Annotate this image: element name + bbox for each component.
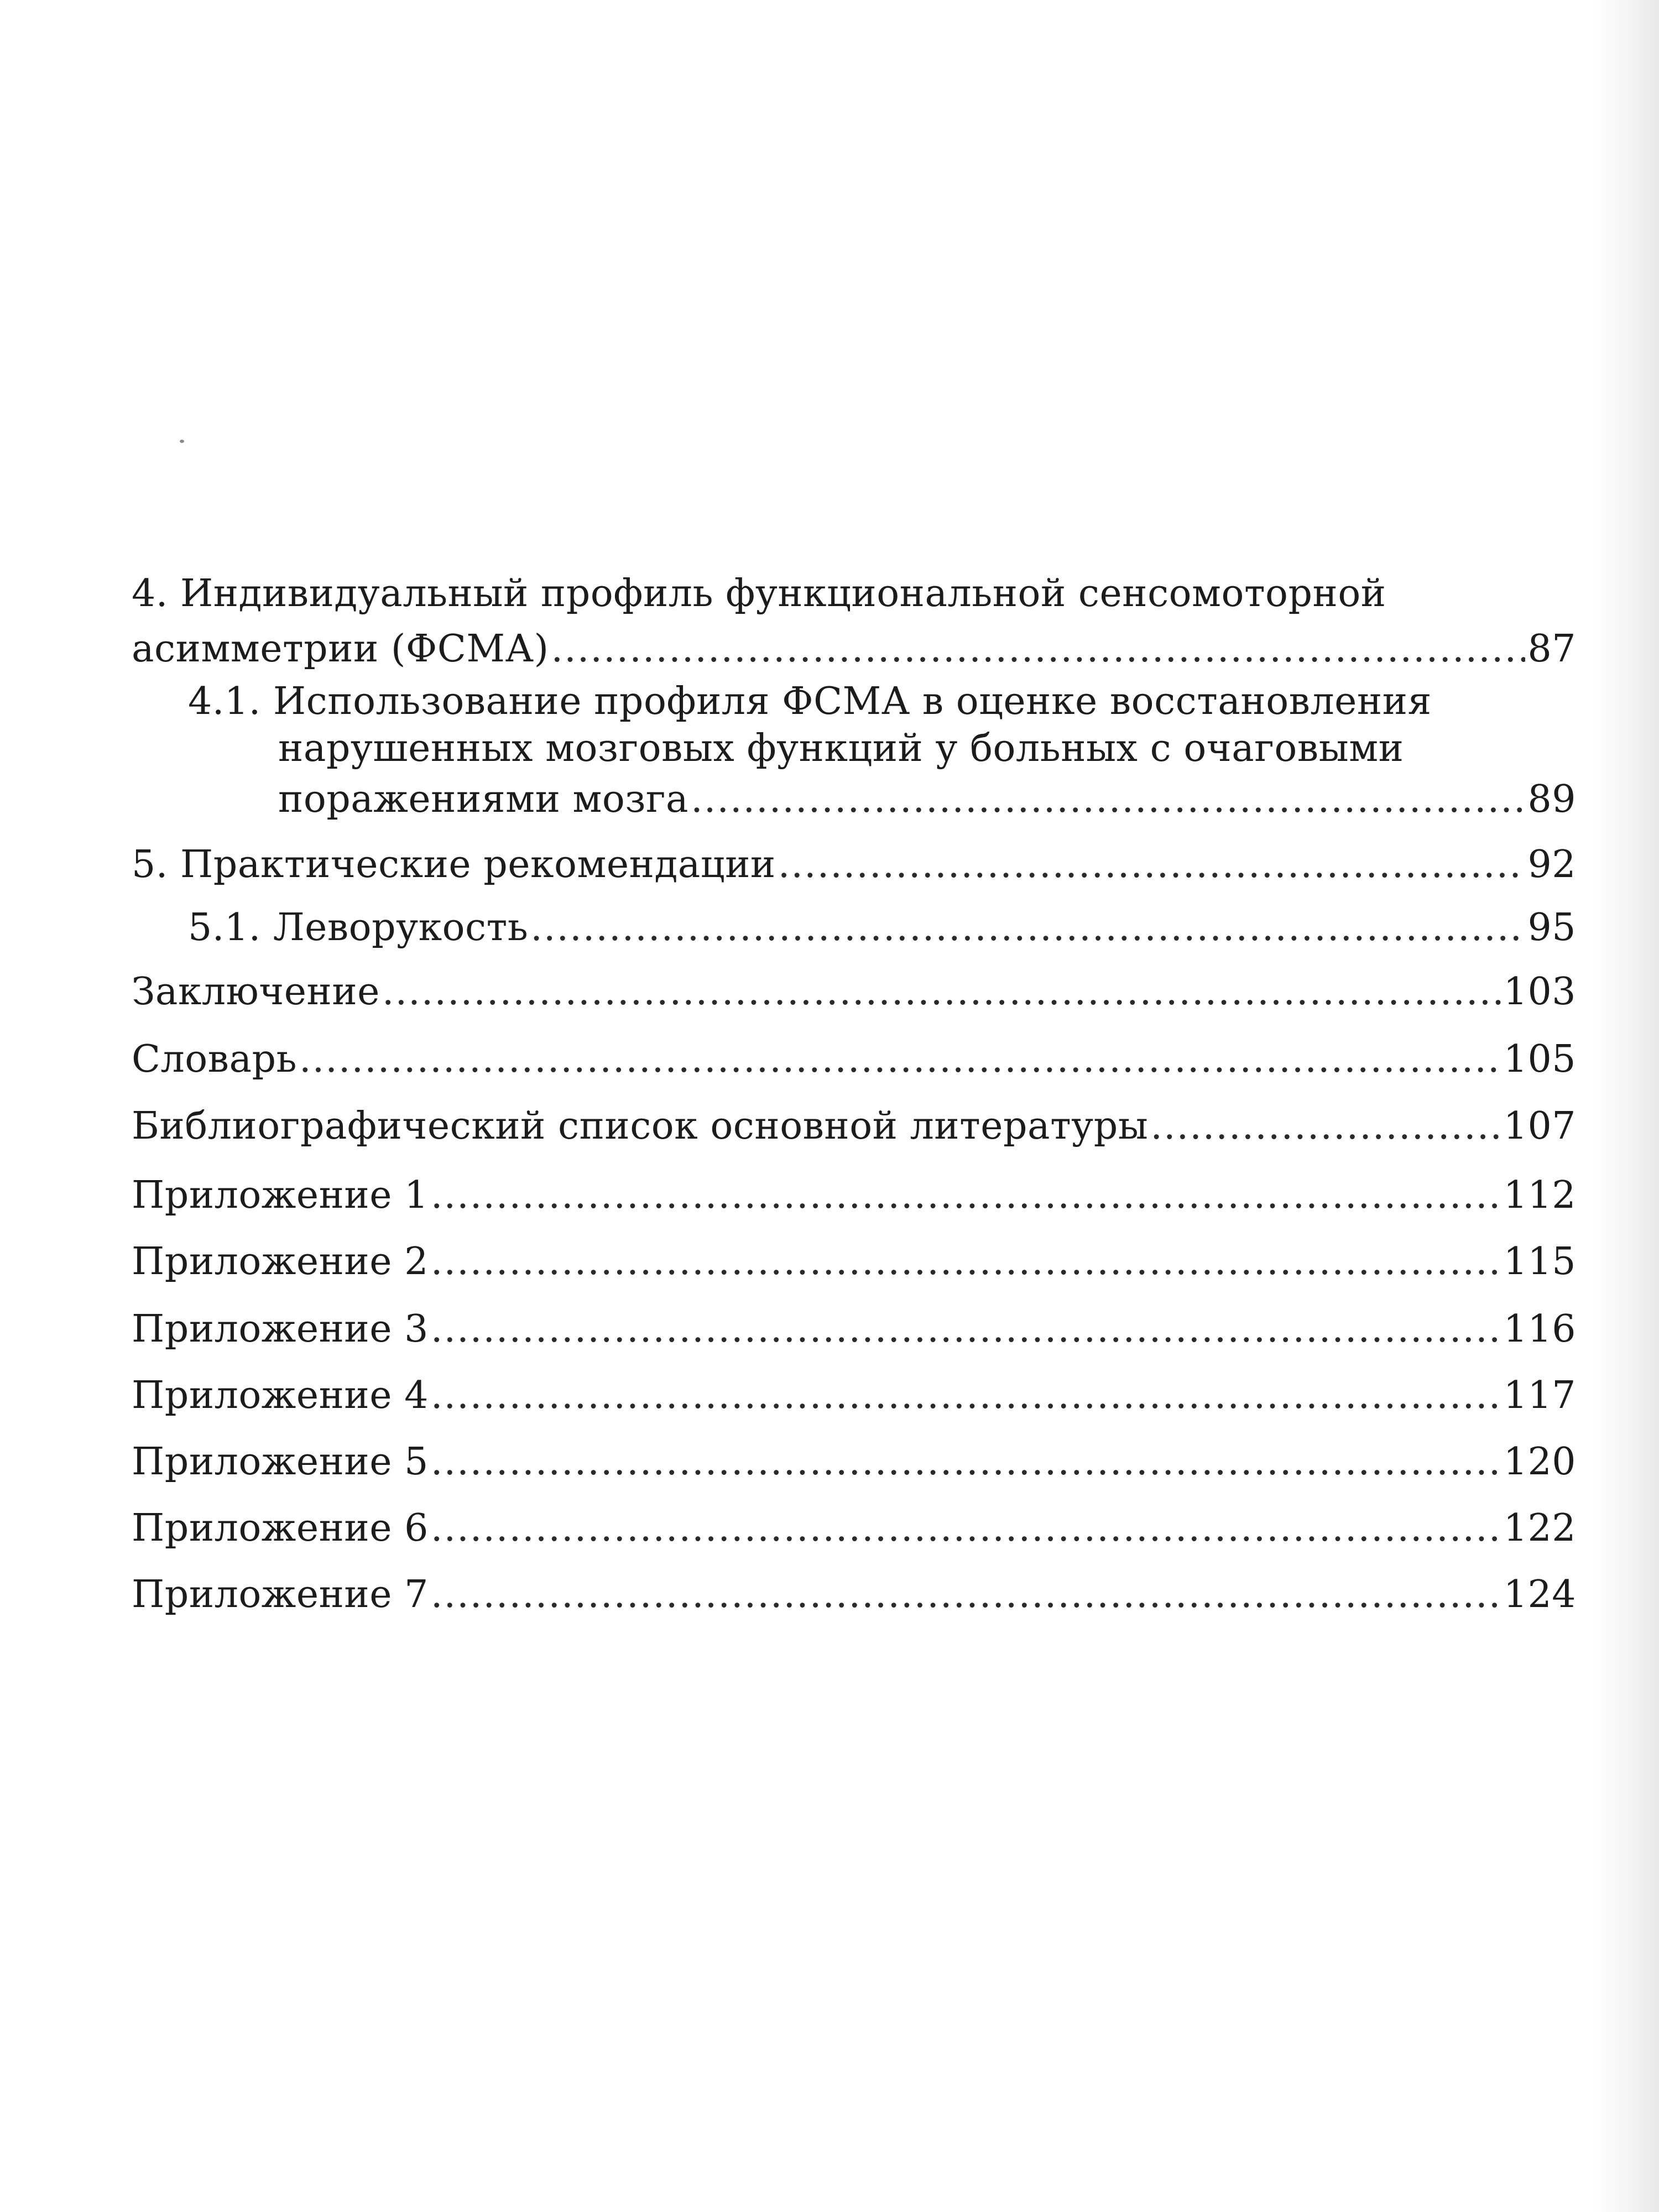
- toc-entry-conclusion[interactable]: [132, 970, 1576, 1014]
- toc-entry-title: Приложение 1: [132, 1173, 429, 1217]
- toc-entry-appendix-3[interactable]: [132, 1307, 1576, 1351]
- toc-entry-glossary[interactable]: [132, 1037, 1576, 1081]
- toc-page-number: 95: [1527, 906, 1576, 950]
- toc-entry-4-1-line1: 4.1. Использование профиля ФСМА в оценке восстановления: [188, 680, 1432, 723]
- toc-entry-appendix-1[interactable]: [132, 1173, 1576, 1217]
- toc-page-number: 112: [1503, 1173, 1576, 1217]
- leader-dots: [431, 1377, 1501, 1415]
- leader-dots: [778, 846, 1526, 884]
- toc-page-number: 89: [1527, 778, 1576, 821]
- leader-dots: [1150, 1108, 1501, 1145]
- leader-dots: [299, 1041, 1501, 1078]
- toc-entry-5-1[interactable]: [188, 906, 1576, 950]
- toc-entry-appendix-5[interactable]: [132, 1440, 1576, 1484]
- toc-entry-title: асимметрии (ФСМА): [132, 627, 549, 671]
- leader-dots: [530, 909, 1525, 947]
- toc-entry-appendix-4[interactable]: [132, 1374, 1576, 1417]
- leader-dots: [382, 973, 1501, 1011]
- toc-entry-appendix-2[interactable]: [132, 1240, 1576, 1284]
- toc-entry-title: Приложение 6: [132, 1506, 429, 1550]
- toc-entry-title: Приложение 5: [132, 1440, 429, 1484]
- toc-entry-4-1[interactable]: [278, 778, 1576, 821]
- toc-entry-appendix-6[interactable]: [132, 1506, 1576, 1550]
- toc-page-number: 124: [1503, 1573, 1576, 1616]
- leader-dots: [431, 1443, 1501, 1481]
- toc-entry-4[interactable]: [132, 627, 1576, 671]
- leader-dots: [431, 1311, 1501, 1348]
- toc-page-number: 92: [1527, 843, 1576, 886]
- toc-entry-title: Приложение 4: [132, 1374, 429, 1417]
- toc-page-number: 120: [1503, 1440, 1576, 1484]
- leader-dots: [431, 1510, 1501, 1547]
- leader-dots: [431, 1576, 1501, 1614]
- toc-page-number: 103: [1503, 970, 1576, 1014]
- toc-entry-title: Приложение 3: [132, 1307, 429, 1351]
- toc-entry-title: Заключение: [132, 970, 380, 1014]
- leader-dots: [691, 781, 1525, 818]
- toc-page-number: 87: [1527, 627, 1576, 671]
- toc-page-number: 105: [1503, 1037, 1576, 1081]
- toc-entry-title: поражениями мозга: [278, 778, 689, 821]
- toc-page-number: 117: [1503, 1374, 1576, 1417]
- toc-entry-appendix-7[interactable]: [132, 1573, 1576, 1616]
- toc-entry-4-line1: 4. Индивидуальный профиль функциональной сенсомоторной: [132, 572, 1386, 615]
- toc-entry-bibliography[interactable]: [132, 1104, 1576, 1148]
- leader-dots: [431, 1177, 1501, 1214]
- toc-page-number: 122: [1503, 1506, 1576, 1550]
- toc-entry-title: 5. Практические рекомендации: [132, 843, 776, 886]
- toc-entry-4-1-line2: нарушенных мозговых функций у больных с очаговыми: [278, 727, 1404, 770]
- toc-page-number: 116: [1503, 1307, 1576, 1351]
- toc-entry-title: Библиографический список основной литературы: [132, 1104, 1149, 1148]
- leader-dots: [431, 1243, 1501, 1281]
- toc-entry-title: Приложение 2: [132, 1240, 429, 1284]
- leader-dots: [551, 630, 1526, 668]
- toc-entry-title: 5.1. Леворукость: [188, 906, 529, 950]
- toc-page-number: 115: [1503, 1240, 1576, 1284]
- toc-page-number: 107: [1503, 1104, 1576, 1148]
- toc-entry-5[interactable]: [132, 843, 1576, 886]
- toc-entry-title: Приложение 7: [132, 1573, 429, 1616]
- toc-entry-title: Словарь: [132, 1037, 298, 1081]
